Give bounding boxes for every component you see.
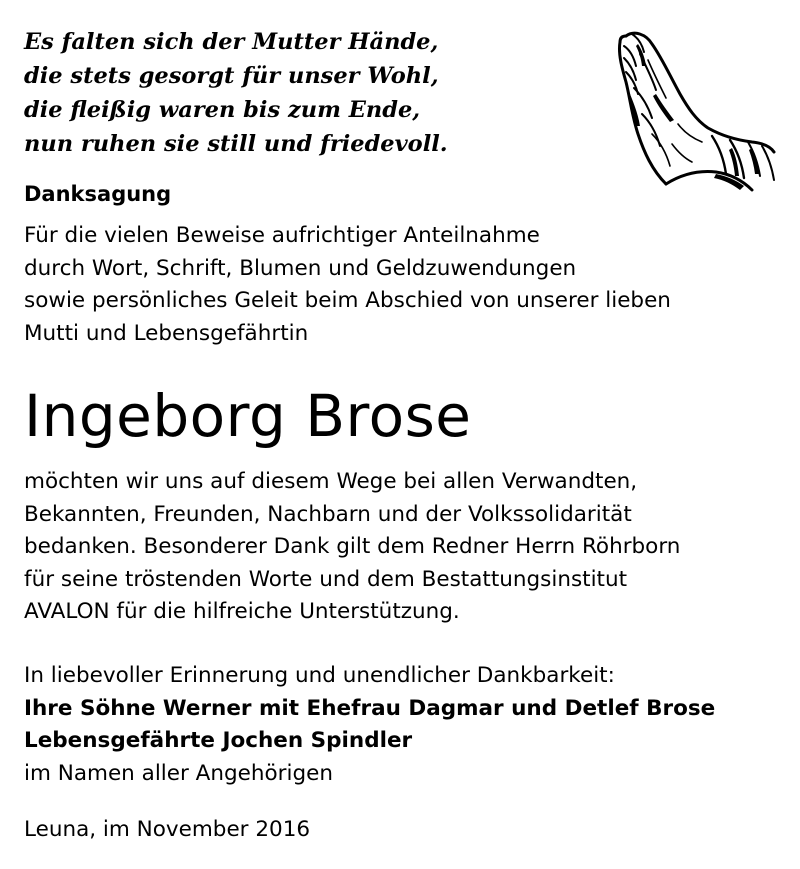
poem-line-1: Es falten sich der Mutter Hände, bbox=[24, 29, 439, 55]
thanks-line-2: Bekannten, Freunden, Nachbarn und der Volkssolidarität bbox=[24, 501, 632, 527]
thanks-line-4: für seine tröstenden Worte und dem Bestattungsinstitut bbox=[24, 566, 628, 592]
thanks-line-3: bedanken. Besonderer Dank gilt dem Redner Herrn Röhrborn bbox=[24, 534, 681, 559]
memorial-poem bbox=[24, 25, 494, 161]
intro-line-2: durch Wort, Schrift, Blumen und Geldzuwendungen bbox=[24, 255, 577, 281]
page-title: Danksagung bbox=[24, 182, 172, 206]
remembrance-line: In liebevoller Erinnerung und unendlicher Dankbarkeit: bbox=[24, 663, 615, 688]
on-behalf-line: im Namen aller Angehörigen bbox=[24, 760, 333, 786]
intro-line-1: Für die vielen Beweise aufrichtiger Anteilnahme bbox=[24, 223, 540, 248]
thanks-line-5: AVALON für die hilfreiche Unterstützung. bbox=[24, 599, 460, 624]
intro-paragraph bbox=[24, 220, 784, 350]
intro-line-4: Mutti und Lebensgefährtin bbox=[24, 320, 309, 346]
intro-line-3: sowie persönliches Geleit beim Abschied von unserer lieben bbox=[24, 288, 671, 313]
poem-line-4: nun ruhen sie still und friedevoll. bbox=[24, 131, 448, 157]
deceased-name: Ingeborg Brose bbox=[24, 382, 472, 450]
poem-line-2: die stets gesorgt für unser Wohl, bbox=[24, 63, 439, 89]
family-line-sons: Ihre Söhne Werner mit Ehefrau Dagmar und Detlef Brose bbox=[24, 695, 716, 721]
poem-line-3: die fleißig waren bis zum Ende, bbox=[24, 97, 421, 123]
closing-block bbox=[24, 660, 784, 790]
thanks-line-1: möchten wir uns auf diesem Wege bei allen Verwandten, bbox=[24, 469, 638, 494]
place-date: Leuna, im November 2016 bbox=[24, 817, 311, 842]
praying-hands-icon bbox=[612, 24, 784, 196]
family-line-partner: Lebensgefährte Jochen Spindler bbox=[24, 728, 413, 753]
thanks-paragraph bbox=[24, 466, 784, 629]
